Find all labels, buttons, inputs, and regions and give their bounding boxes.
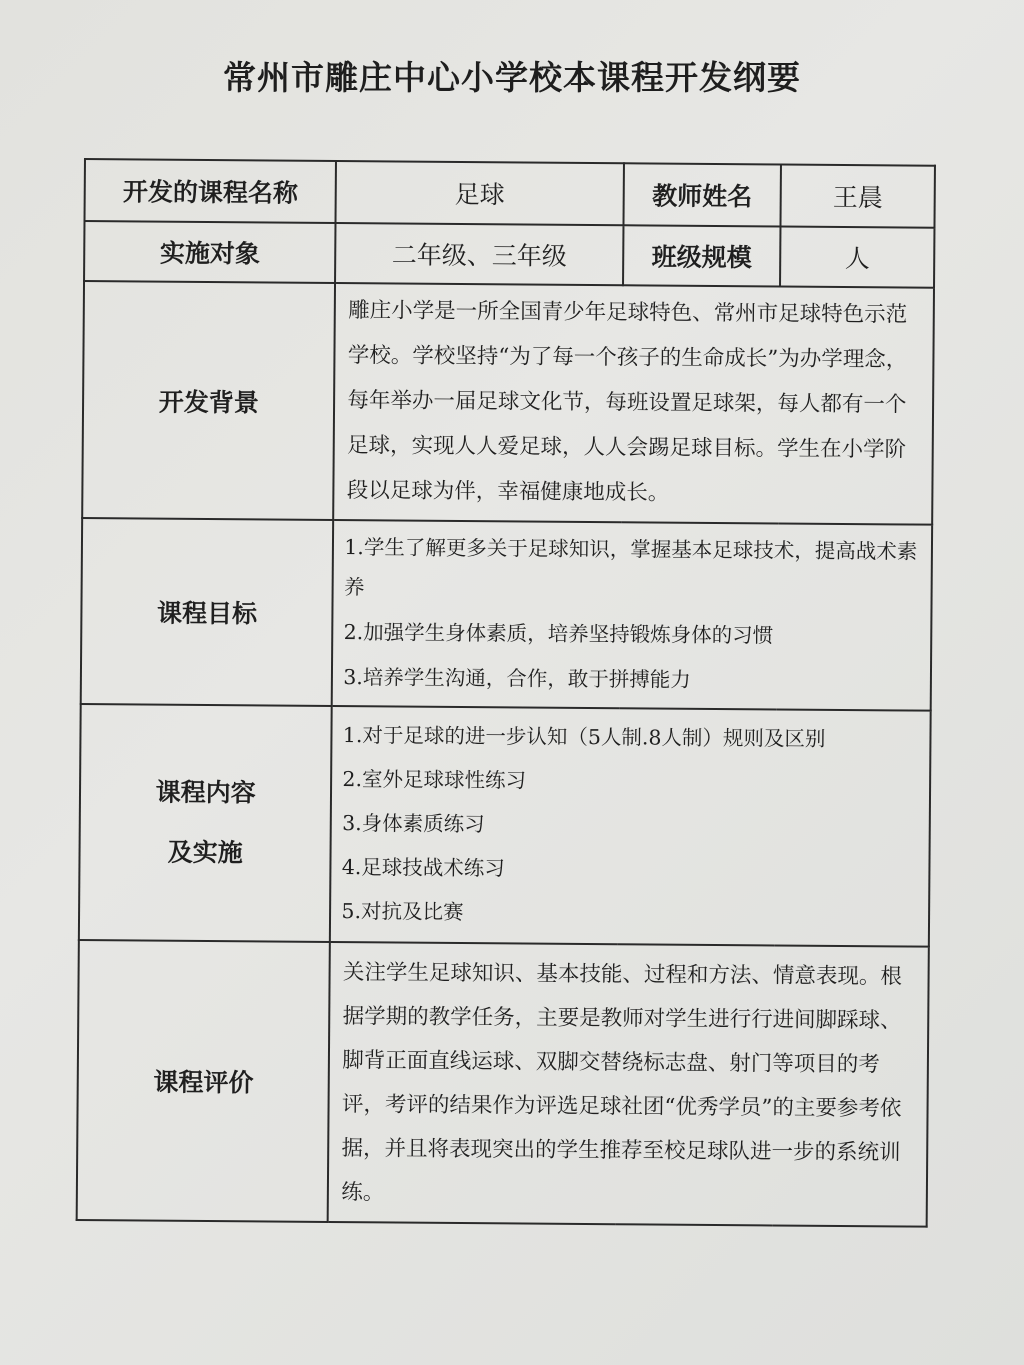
goal-item: 1.学生了解更多关于足球知识，掌握基本足球技术，提高战术素养 <box>343 535 918 600</box>
target-value: 二年级、三年级 <box>335 223 623 285</box>
content-label <box>79 704 332 942</box>
course-outline-table <box>76 158 936 1228</box>
content-list <box>330 706 930 947</box>
goals-list <box>332 520 932 711</box>
class-size-label: 班级规模 <box>623 225 781 286</box>
goal-item: 2.加强学生身体素质，培养坚持锻炼身体的习惯 <box>343 620 774 648</box>
content-item: 2.室外足球球性练习 <box>342 767 527 793</box>
row-background <box>82 281 934 525</box>
course-name-label: 开发的课程名称 <box>85 159 337 223</box>
evaluation-text: 关注学生足球知识、基本技能、过程和方法、情意表现。根据学期的教学任务，主要是教师对学生进行行进间脚踩球、脚背正面直线运球、双脚交替绕标志盘、射门等项目的考评，考评的结果作为评选足球社团“优秀学员”的主要参考依据，并且将表现突出的学生推荐至校足球队进一步的系统训练。 <box>328 942 929 1227</box>
teacher-label: 教师姓名 <box>623 163 781 226</box>
goal-item: 3.培养学生沟通，合作，敢于拼搏能力 <box>343 665 691 692</box>
row-goals <box>81 518 932 711</box>
content-item: 3.身体素质练习 <box>342 811 485 837</box>
content-label-line1: 课程内容 <box>155 777 256 808</box>
target-label: 实施对象 <box>84 221 336 283</box>
teacher-value: 王晨 <box>781 164 935 227</box>
content-item: 5.对抗及比赛 <box>341 899 464 925</box>
row-evaluation <box>77 940 929 1227</box>
row-target <box>84 221 934 288</box>
document-title: 常州市雕庄中心小学校本课程开发纲要 <box>223 58 801 97</box>
course-name-value: 足球 <box>336 161 624 225</box>
background-label: 开发背景 <box>82 281 335 520</box>
content-item: 4.足球技战术练习 <box>341 855 505 881</box>
row-course-name <box>85 159 935 228</box>
class-size-value: 人 <box>780 226 934 287</box>
row-content <box>79 704 931 947</box>
evaluation-label: 课程评价 <box>77 940 331 1222</box>
goals-label: 课程目标 <box>81 518 334 706</box>
content-label-line2: 及实施 <box>167 837 243 868</box>
background-text: 雕庄小学是一所全国青少年足球特色、常州市足球特色示范学校。学校坚持“为了每一个孩子的生命成长”为办学理念，每年举办一届足球文化节，每班设置足球架，每人都有一个足球，实现人人爱足球，人人会踢足球目标。学生在小学阶段以足球为伴，幸福健康地成长。 <box>334 283 934 525</box>
content-item: 1.对于足球的进一步认知（5人制.8人制）规则及区别 <box>342 723 826 751</box>
